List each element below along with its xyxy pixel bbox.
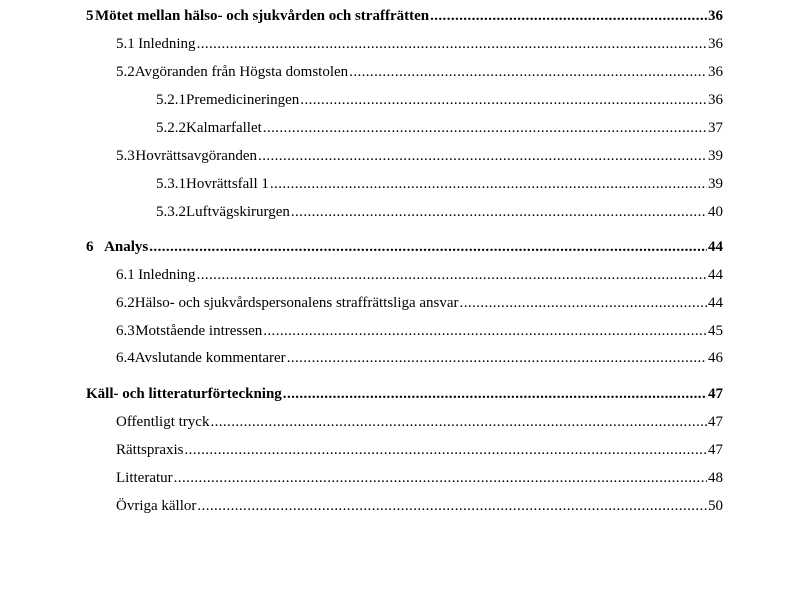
- toc-entry-5-3-2[interactable]: [156, 202, 723, 222]
- toc-entry-page: 45: [708, 323, 723, 339]
- toc-entry-page: 36: [708, 8, 723, 24]
- toc-entry-title: Mötet mellan hälso- och sjukvården och straffrätten: [94, 8, 430, 24]
- toc-entry-page: 47: [708, 386, 723, 402]
- toc-entry-title: Inledning: [138, 267, 196, 283]
- toc-entry-references[interactable]: [86, 384, 723, 404]
- dot-leader: [210, 412, 707, 432]
- toc-entry-page: 40: [708, 204, 723, 220]
- toc-entry-page: 44: [708, 239, 723, 255]
- dot-leader: [349, 62, 707, 82]
- toc-entry-6-3[interactable]: [116, 321, 723, 341]
- toc-entry-page: 47: [708, 414, 723, 430]
- toc-entry-page: 46: [708, 350, 723, 366]
- toc-entry-title: Premedicineringen: [186, 92, 300, 108]
- dot-leader: [287, 348, 707, 368]
- toc-entry-number: 6.3: [116, 323, 135, 339]
- toc-entry-title: Luftvägskirurgen: [186, 204, 290, 220]
- toc-entry-rattspraxis[interactable]: [116, 440, 723, 460]
- dot-leader: [300, 90, 707, 110]
- toc-entry-title: Motstående intressen: [135, 323, 263, 339]
- toc-entry-title: Offentligt tryck: [116, 414, 210, 430]
- toc-entry-page: 48: [708, 470, 723, 486]
- dot-leader: [460, 293, 707, 313]
- toc-entry-page: 44: [708, 295, 723, 311]
- dot-leader: [258, 146, 707, 166]
- dot-leader: [430, 6, 707, 26]
- toc-entry-title: Avslutande kommentarer: [134, 350, 286, 366]
- toc-entry-title: Inledning: [138, 36, 196, 52]
- toc-entry-page: 36: [708, 64, 723, 80]
- toc-entry-offentligt-tryck[interactable]: [116, 412, 723, 432]
- dot-leader: [291, 202, 707, 222]
- dot-leader: [174, 468, 707, 488]
- toc-entry-ovriga-kallor[interactable]: [116, 496, 723, 516]
- toc-entry-number: 5.3.2: [156, 204, 186, 220]
- toc-entry-page: 36: [708, 92, 723, 108]
- toc-entry-page: 50: [708, 498, 723, 514]
- dot-leader: [283, 384, 707, 404]
- dot-leader: [263, 118, 707, 138]
- dot-leader: [185, 440, 708, 460]
- toc-entry-title: Hovrättsavgöranden: [135, 148, 258, 164]
- toc-entry-page: 47: [708, 442, 723, 458]
- toc-entry-title: Litteratur: [116, 470, 173, 486]
- toc-entry-litteratur[interactable]: [116, 468, 723, 488]
- toc-entry-5-1[interactable]: [116, 34, 723, 54]
- toc-entry-title: Analys: [104, 239, 149, 255]
- dot-leader: [270, 174, 707, 194]
- toc-entry-page: 39: [708, 148, 723, 164]
- dot-leader: [149, 237, 707, 257]
- toc-entry-number: 5.2.1: [156, 92, 186, 108]
- toc-entry-number: 6.1: [116, 267, 135, 283]
- toc-entry-5-2-2[interactable]: [156, 118, 723, 138]
- dot-leader: [197, 34, 707, 54]
- toc-entry-page: 37: [708, 120, 723, 136]
- toc-entry-title: Käll- och litteraturförteckning: [86, 386, 282, 402]
- toc-entry-5-2[interactable]: [116, 62, 723, 82]
- toc-entry-page: 36: [708, 36, 723, 52]
- toc-entry-page: 44: [708, 267, 723, 283]
- toc-entry-chapter-5[interactable]: [86, 6, 723, 26]
- toc-entry-6-4[interactable]: [116, 348, 723, 368]
- toc-entry-number: 5.3.1: [156, 176, 186, 192]
- toc-entry-chapter-6[interactable]: [86, 237, 723, 257]
- toc-entry-6-2[interactable]: [116, 293, 723, 313]
- dot-leader: [263, 321, 707, 341]
- dot-leader: [197, 265, 707, 285]
- toc-entry-title: Rättspraxis: [116, 442, 184, 458]
- dot-leader: [197, 496, 707, 516]
- toc-entry-number: 5: [86, 8, 94, 24]
- toc-entry-title: Hovrättsfall 1: [186, 176, 269, 192]
- toc-entry-number: 6.4: [116, 350, 135, 366]
- toc-entry-number: 5.2.2: [156, 120, 186, 136]
- toc-entry-6-1[interactable]: [116, 265, 723, 285]
- toc-entry-number: 5.1: [116, 36, 135, 52]
- toc-entry-title: Övriga källor: [116, 498, 197, 514]
- toc-entry-title: Avgöranden från Högsta domstolen: [134, 64, 349, 80]
- toc-entry-number: 6: [86, 239, 94, 255]
- toc-entry-number: 5.2: [116, 64, 135, 80]
- toc-entry-5-3-1[interactable]: [156, 174, 723, 194]
- toc-entry-title: Hälso- och sjukvårdspersonalens straffrättsliga ansvar: [134, 295, 459, 311]
- toc-entry-title: Kalmarfallet: [186, 120, 262, 136]
- toc-entry-page: 39: [708, 176, 723, 192]
- toc-entry-5-3[interactable]: [116, 146, 723, 166]
- toc-entry-number: 5.3: [116, 148, 135, 164]
- toc-entry-5-2-1[interactable]: [156, 90, 723, 110]
- toc-entry-number: 6.2: [116, 295, 135, 311]
